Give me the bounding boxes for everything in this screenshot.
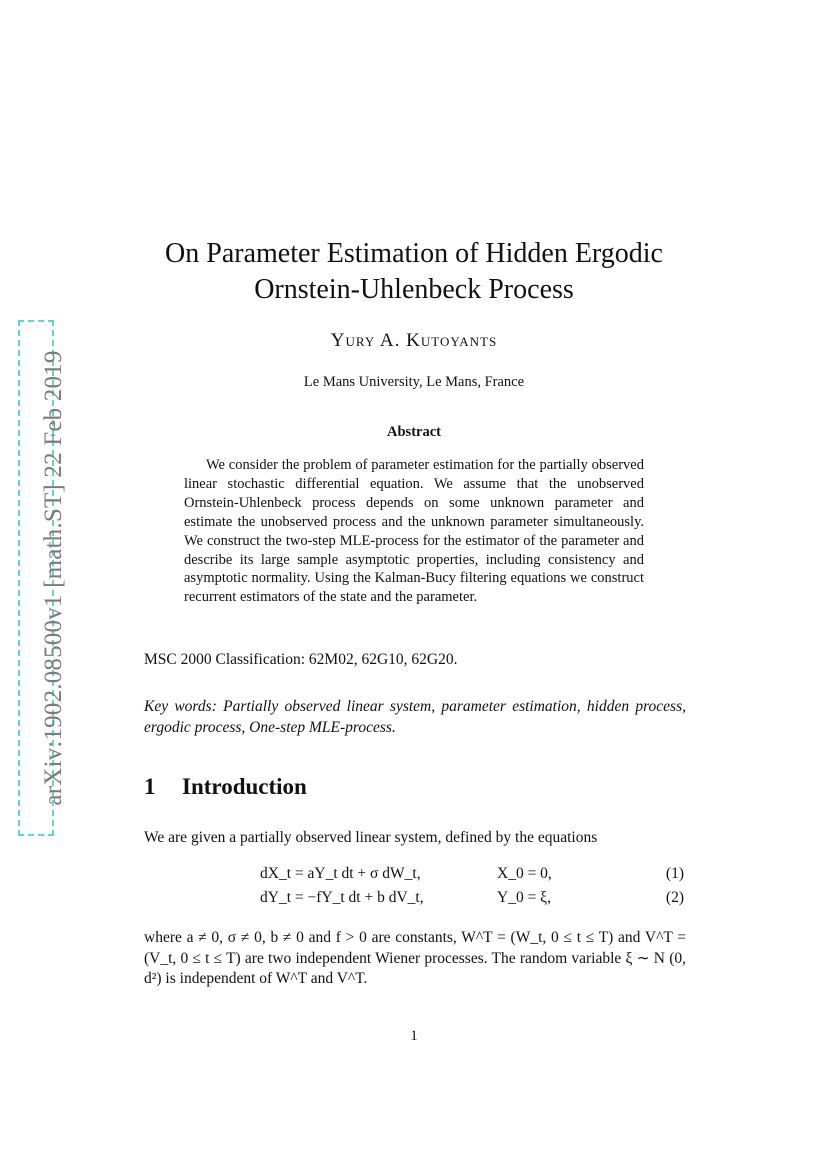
paper-title: [114, 236, 714, 308]
equation-1: [144, 865, 684, 887]
equation-2-lhs: dY_t = −fY_t dt + b dV_t,: [260, 889, 424, 906]
paragraph-definitions: where a ≠ 0, σ ≠ 0, b ≠ 0 and f > 0 are constants, W^T = (W_t, 0 ≤ t ≤ T) and V^T = (V_t, 0 ≤ t ≤ T) are two independent Wiener processes. The random variable ξ ∼ N (0, d²) is independent of W^T and V^T.: [144, 929, 686, 987]
equation-2-rhs: Y_0 = ξ,: [497, 889, 551, 906]
page-number: 1: [410, 1028, 418, 1044]
equation-1-lhs: dX_t = aY_t dt + σ dW_t,: [260, 865, 421, 882]
arxiv-stamp: arXiv:1902.08500v1 [math.ST] 22 Feb 2019: [40, 350, 67, 806]
abstract-text: We consider the problem of parameter estimation for the partially observed linear stochastic differential equation. We assume that the unobserved Ornstein-Uhlenbeck process depends on some unknown parameter and estimate the unobserved process and the unknown parameter simultaneously. We construct the two-step MLE-process for the estimator of the parameter and describe its large sample asymptotic properties, including consistency and asymptotic normality. Using the Kalman-Bucy filtering equations we construct recurrent estimators of the state and the parameter.: [184, 457, 644, 606]
title-line-2: Ornstein-Uhlenbeck Process: [254, 274, 574, 305]
keywords-text: : Partially observed linear system, parameter estimation, hidden process, ergodic process, One-step MLE-process.: [144, 698, 686, 736]
msc-classification: MSC 2000 Classification: 62M02, 62G10, 62G20.: [144, 651, 458, 668]
title-line-1: On Parameter Estimation of Hidden Ergodic: [165, 238, 663, 269]
equation-1-tag: (1): [665, 865, 684, 882]
section-title: Introduction: [182, 774, 307, 799]
keywords: [144, 696, 686, 738]
author-name: Yury A. Kutoyants: [330, 330, 498, 351]
section-number: 1: [144, 774, 156, 799]
intro-sentence: We are given a partially observed linear system, defined by the equations: [144, 829, 598, 846]
affiliation: Le Mans University, Le Mans, France: [303, 374, 525, 390]
equation-2-tag: (2): [665, 889, 684, 906]
keywords-label: Key words: [144, 698, 212, 715]
section-heading: [144, 774, 544, 800]
abstract-heading: Abstract: [387, 424, 441, 440]
equation-2: [144, 889, 684, 911]
equation-1-rhs: X_0 = 0,: [497, 865, 552, 882]
